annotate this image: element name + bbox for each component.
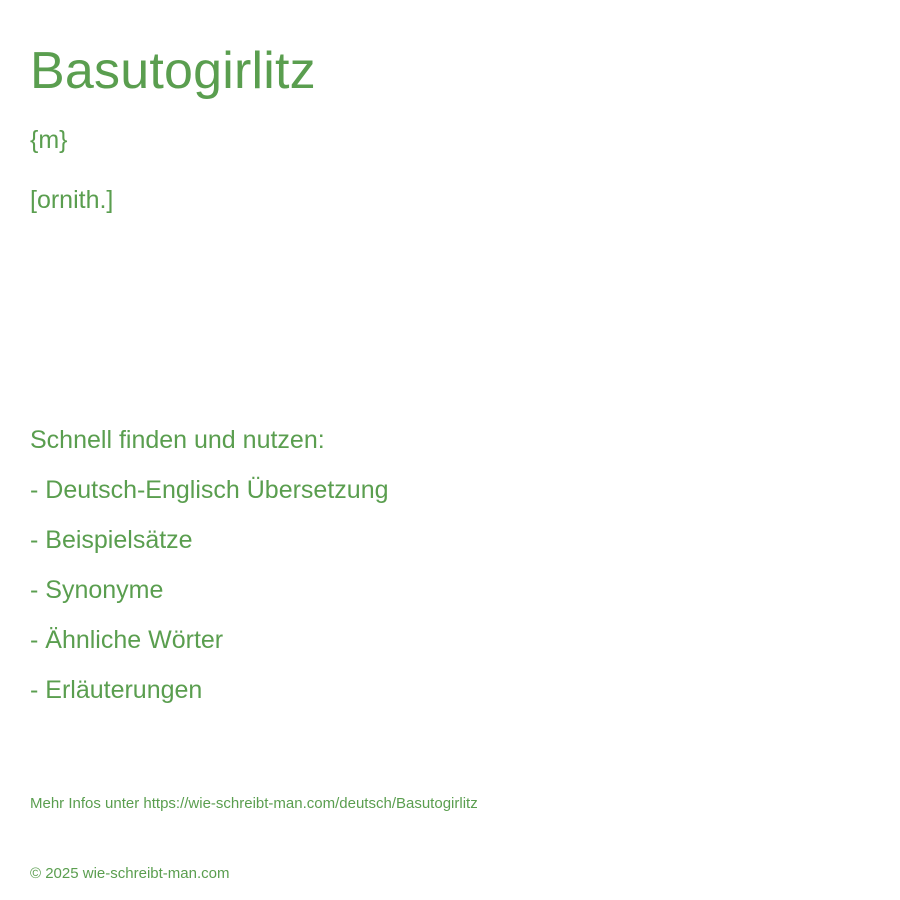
gender-label: {m} xyxy=(30,126,68,154)
feature-item-translation: - Deutsch-Englisch Übersetzung xyxy=(30,476,389,504)
domain-label: [ornith.] xyxy=(30,186,114,214)
feature-item-synonyms: - Synonyme xyxy=(30,576,164,604)
copyright-notice: © 2025 wie-schreibt-man.com xyxy=(30,865,230,882)
features-heading: Schnell finden und nutzen: xyxy=(30,426,325,454)
feature-item-similar-words: - Ähnliche Wörter xyxy=(30,626,224,654)
page-title: Basutogirlitz xyxy=(30,42,316,100)
feature-list xyxy=(30,474,389,724)
feature-item-explanations: - Erläuterungen xyxy=(30,676,203,704)
more-info-prefix: Mehr Infos unter xyxy=(30,795,144,812)
more-info-line xyxy=(30,794,478,814)
feature-item-example-sentences: - Beispielsätze xyxy=(30,526,193,554)
more-info-link[interactable]: https://wie-schreibt-man.com/deutsch/Basutogirlitz xyxy=(143,795,478,812)
